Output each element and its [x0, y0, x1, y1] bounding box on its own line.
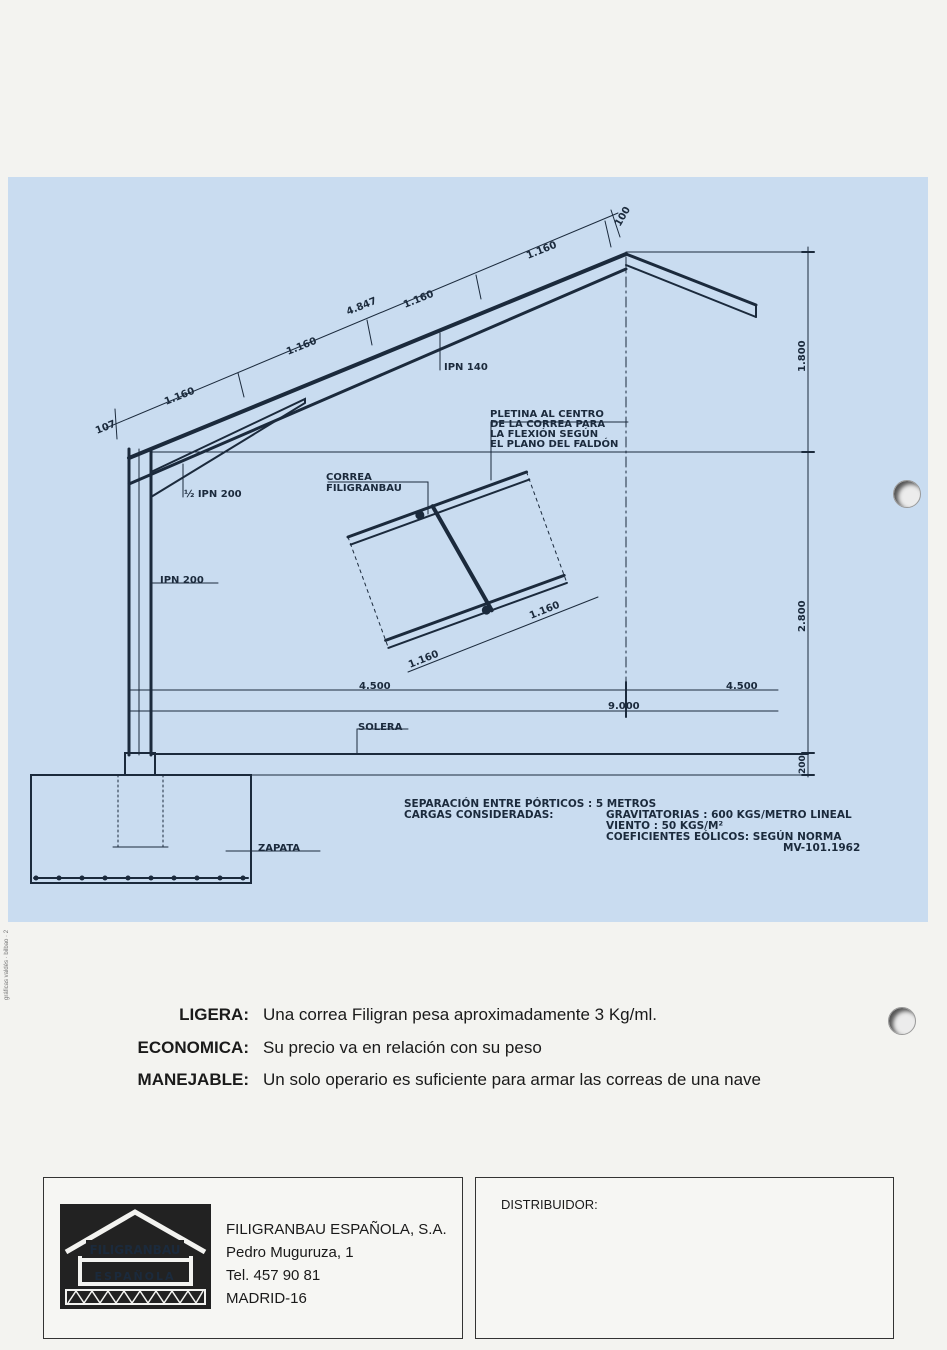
logo-text-bottom: ESPAÑOLA: [94, 1270, 176, 1283]
label-solera: SOLERA: [358, 722, 403, 733]
label-half-ipn200: ½ IPN 200: [184, 489, 242, 500]
feature-economica: [120, 1038, 542, 1058]
dim-tick: [476, 275, 481, 299]
dim-1160-b: 1.160: [285, 335, 319, 358]
haunch-outline: [151, 399, 305, 497]
detail-dim-1160-b: 1.160: [407, 648, 441, 671]
binder-hole-bottom: [888, 1007, 916, 1035]
distributor-label: DISTRIBUIDOR:: [501, 1197, 598, 1212]
dim-4500-right: 4.500: [726, 681, 758, 692]
company-city: MADRID-16: [226, 1290, 307, 1307]
company-name: FILIGRANBAU ESPAÑOLA, S.A.: [226, 1221, 447, 1238]
detail-dimension-line: [408, 597, 598, 672]
dim-1160-c: 1.160: [402, 288, 436, 311]
dim-2800: 2.800: [797, 600, 808, 632]
portal-frame-drawing: [8, 177, 928, 922]
feature-value: Su precio va en relación con su peso: [263, 1038, 542, 1057]
spec-line-5: MV-101.1962: [783, 842, 861, 854]
spec-line-1: SEPARACIÓN ENTRE PÓRTICOS : 5 METROS: [404, 798, 657, 810]
company-street: Pedro Muguruza, 1: [226, 1244, 354, 1261]
dim-1160-a: 1.160: [163, 385, 197, 408]
feature-key: LIGERA:: [179, 1005, 249, 1024]
feature-key: ECONOMICA:: [137, 1038, 249, 1057]
binder-hole-top: [893, 480, 921, 508]
logo-graphic: [60, 1204, 211, 1309]
label-correa-1: CORREA: [326, 472, 372, 483]
label-pletina-2: DE LA CORREA PARA: [490, 419, 606, 430]
printer-credit: gráficas valdés · bilbao · 2: [4, 929, 10, 1000]
feature-manejable: [120, 1070, 761, 1090]
purlin-detail: [348, 472, 568, 650]
feature-value: Una correa Filigran pesa aproximadamente 3 Kg/ml.: [263, 1005, 658, 1024]
dim-1160-d: 1.160: [525, 239, 559, 262]
feature-value: Un solo operario es suficiente para armar las correas de una nave: [263, 1070, 761, 1089]
dim-tick: [605, 221, 611, 247]
logo-text-top: FILIGRANBAU: [89, 1243, 181, 1257]
spec-line-2-label: CARGAS CONSIDERADAS:: [404, 809, 554, 821]
label-ipn200: IPN 200: [160, 575, 204, 586]
label-zapata: ZAPATA: [258, 843, 301, 854]
dim-tick: [367, 320, 372, 345]
zapata-footing-outline: [31, 775, 251, 883]
feature-ligera: [120, 1005, 657, 1025]
company-phone: Tel. 457 90 81: [226, 1267, 321, 1284]
right-rafter-bottom: [626, 265, 756, 317]
dim-107: 107: [94, 418, 118, 437]
label-pletina-4: EL PLANO DEL FALDÓN: [490, 439, 619, 450]
dim-4500-left: 4.500: [359, 681, 391, 692]
company-address: [226, 1218, 447, 1310]
spec-line-3: VIENTO : 50 KGS/M²: [606, 820, 724, 832]
spec-line-4: COEFICIENTES EÓLICOS: SEGÚN NORMA: [606, 831, 842, 843]
label-ipn140: IPN 140: [444, 362, 488, 373]
label-pletina-1: PLETINA AL CENTRO: [490, 409, 604, 420]
dim-100: 100: [613, 204, 634, 229]
spec-line-2-value: GRAVITATORIAS : 600 KGS/METRO LINEAL: [606, 809, 852, 821]
right-rafter-top: [626, 254, 756, 305]
dim-4847: 4.847: [345, 295, 379, 318]
dim-9000: 9.000: [608, 701, 640, 712]
company-logo: [60, 1204, 211, 1309]
label-pletina-3: LA FLEXIÓN SEGÚN: [490, 429, 599, 440]
feature-key: MANEJABLE:: [137, 1070, 249, 1089]
dim-1800: 1.800: [797, 340, 808, 372]
technical-drawing-panel: [8, 177, 928, 922]
dim-200: 200: [798, 755, 808, 774]
dim-tick: [238, 373, 244, 397]
detail-dim-1160-a: 1.160: [528, 599, 562, 622]
label-correa-2: FILIGRANBAU: [326, 483, 402, 494]
